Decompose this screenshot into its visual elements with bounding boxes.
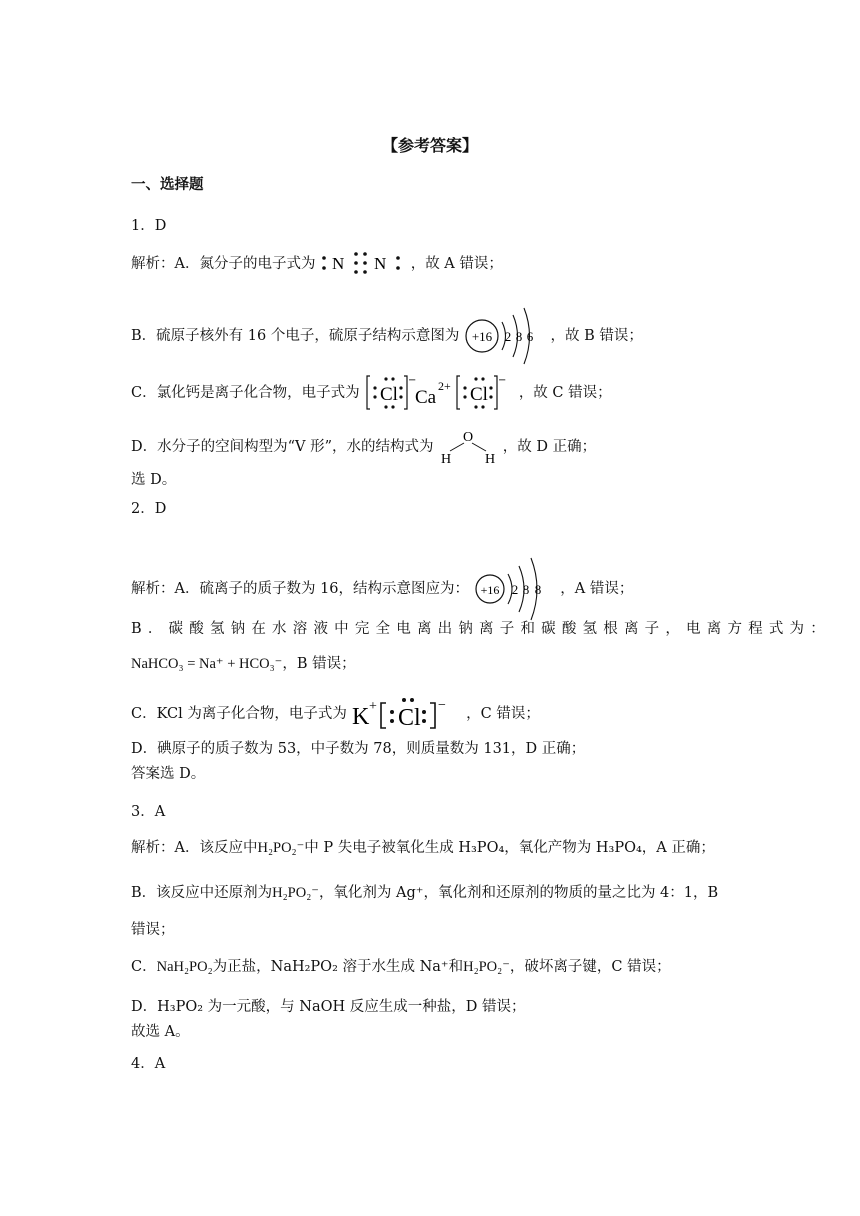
sulfide-ion-structure-diagram — [474, 557, 556, 621]
q1-option-a — [131, 249, 503, 279]
q2-option-b-line2 — [131, 654, 356, 674]
q2-option-c — [131, 697, 540, 731]
q3-c-text: 为正盐，NaH₂PO₂ 溶于水生成 Na⁺和 — [212, 959, 464, 975]
oxygen-symbol: O — [463, 430, 474, 445]
q1-d-text: D．水分子的空间构型为“V 形”，水的结构式为 — [131, 439, 434, 455]
q1-a-result: ，故 A 错误； — [410, 256, 503, 272]
cacl2-electron-formula — [364, 373, 514, 413]
cl-symbol-left: Cl — [380, 384, 399, 405]
q2-number: 2．D — [131, 501, 167, 517]
q1-number: 1．D — [131, 218, 167, 234]
q3-b-result: ，氧化剂为 Ag⁺，氧化剂和还原剂的物质的量之比为 4：1，B — [318, 885, 719, 901]
water-structural-formula — [438, 429, 498, 465]
hypophosphite-ion: H₂PO₂⁻ — [257, 840, 305, 856]
q1-option-b — [131, 306, 643, 366]
n2-electron-formula — [320, 249, 406, 279]
n-symbol-right: N — [374, 254, 387, 273]
q1-d-result: ，故 D 正确； — [502, 439, 597, 455]
q3-option-b-line2: 错误； — [131, 922, 175, 938]
q3-conclusion: 故选 A。 — [131, 1024, 190, 1040]
q2-a-text: 解析：A．硫离子的质子数为 16，结构示意图应为： — [131, 581, 470, 597]
sodium-hypophosphite: NaH₂PO₂ — [156, 959, 213, 975]
q2-conclusion: 答案选 D。 — [131, 766, 206, 782]
q2-b-result: ，B 错误； — [282, 656, 356, 672]
sulfur-atom-structure-diagram — [464, 306, 546, 366]
shell-2-count: 8 — [515, 329, 523, 344]
nucleus-charge: +16 — [471, 329, 493, 344]
q1-b-result: ，故 B 错误； — [550, 328, 643, 344]
n-symbol-left: N — [332, 254, 345, 273]
cl-charge-left: − — [408, 375, 417, 386]
shell-1-count: 2 — [511, 582, 518, 597]
q1-option-d — [131, 429, 596, 465]
shell-2-count: 8 — [522, 582, 529, 597]
q2-option-d: D．碘原子的质子数为 53，中子数为 78，则质量数为 131，D 正确； — [131, 741, 586, 757]
q3-a-result: 中 P 失电子被氧化生成 H₃PO₄，氧化产物为 H₃PO₄，A 正确； — [304, 840, 715, 856]
q3-option-c — [131, 957, 671, 977]
q2-option-a — [131, 557, 633, 621]
section-heading: 一、选择题 — [131, 177, 204, 193]
q1-a-text: 解析：A．氮分子的电子式为 — [131, 256, 316, 272]
shell-3-count: 6 — [526, 329, 534, 344]
cl-symbol-right: Cl — [470, 384, 489, 405]
k-symbol: K — [351, 704, 369, 730]
shell-1-count: 2 — [504, 329, 512, 344]
q3-b-text: B．该反应中还原剂为 — [131, 885, 273, 901]
q2-c-text: C．KCl 为离子化合物，电子式为 — [131, 706, 347, 722]
q3-number: 3．A — [131, 804, 166, 820]
ionization-equation: NaHCO₃ = Na⁺ + HCO₃⁻ — [131, 656, 283, 672]
page-title: 【参考答案】 — [381, 136, 478, 155]
q1-option-c — [131, 373, 612, 413]
q1-b-text: B．硫原子核外有 16 个电子，硫原子结构示意图为 — [131, 328, 460, 344]
hydrogen-symbol-right: H — [485, 452, 496, 465]
cl-charge: − — [437, 698, 446, 713]
q3-c-label: C． — [131, 959, 157, 975]
q3-option-a — [131, 838, 715, 858]
nucleus-charge: +16 — [480, 583, 500, 597]
k-charge: + — [368, 699, 377, 714]
q3-option-d: D．H₃PO₂ 为一元酸，与 NaOH 反应生成一种盐，D 错误； — [131, 999, 526, 1015]
q1-conclusion: 选 D。 — [131, 472, 177, 488]
q1-c-text: C．氯化钙是离子化合物，电子式为 — [131, 385, 360, 401]
shell-3-count: 8 — [534, 582, 541, 597]
ca-symbol: Ca — [415, 387, 437, 408]
q1-c-result: ，故 C 错误； — [518, 385, 612, 401]
hypophosphite-ion: H₂PO₂⁻ — [272, 885, 319, 901]
q3-option-b — [131, 883, 718, 903]
q4-number: 4．A — [131, 1056, 166, 1072]
cl-symbol: Cl — [397, 705, 421, 731]
ca-charge: 2+ — [438, 379, 451, 393]
kcl-electron-formula — [352, 697, 462, 731]
q3-a-text: 解析：A．该反应中 — [131, 840, 258, 856]
hypophosphite-ion: H₂PO₂⁻ — [463, 959, 510, 975]
q2-option-b-line1: B．碳酸氢钠在水溶液中完全电离出钠离子和碳酸氢根离子，电离方程式为： — [131, 621, 831, 637]
q2-a-result: ，A 错误； — [560, 581, 634, 597]
q3-c-result: ，破坏离子键，C 错误； — [509, 959, 671, 975]
cl-charge-right: − — [498, 375, 507, 386]
hydrogen-symbol-left: H — [441, 452, 452, 465]
q2-c-result: ，C 错误； — [466, 706, 540, 722]
